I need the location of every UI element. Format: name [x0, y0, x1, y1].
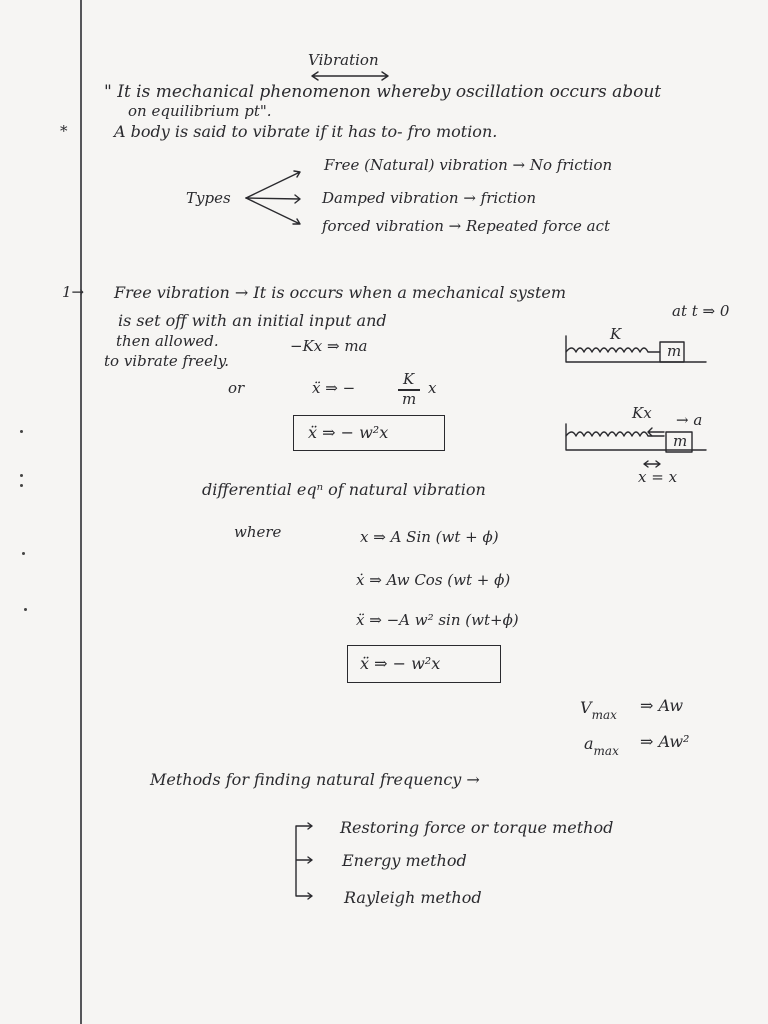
diagram2-force-label: Kx — [632, 404, 652, 422]
type-damped: Damped vibration → friction — [322, 189, 537, 207]
method-energy: Energy method — [342, 851, 467, 870]
initial-time-condition: at t ⇒ 0 — [672, 302, 730, 320]
differential-heading: differential eqⁿ of natural vibration — [202, 480, 486, 499]
boxed-equation-2-text: ẍ ⇒ − w²x — [360, 654, 441, 673]
free-vibration-line2: is set off with an initial input and — [118, 311, 387, 330]
boxed-equation-1 — [293, 415, 445, 451]
free-vibration-line1: Free vibration → It is occurs when a mechanical system — [114, 283, 567, 302]
margin-dot — [22, 552, 25, 555]
diagram1-mass-label: m — [667, 342, 682, 360]
amax-symbol: a — [584, 734, 594, 753]
equation-newton: −Kx ⇒ ma — [290, 337, 368, 355]
star-marker: * — [60, 122, 68, 140]
amax-subscript: max — [593, 744, 619, 758]
type-forced: forced vibration → Repeated force act — [322, 217, 611, 235]
section-number: 1→ — [62, 283, 85, 301]
amax-label — [584, 734, 619, 758]
title-double-arrow — [312, 72, 388, 80]
equation2-lhs: ẍ ⇒ − — [312, 379, 356, 397]
methods-bracket — [296, 823, 312, 899]
free-vibration-line4: to vibrate freely. — [104, 352, 230, 370]
margin-dot — [20, 430, 23, 433]
page-title: Vibration — [308, 51, 379, 69]
methods-heading: Methods for finding natural frequency → — [150, 770, 480, 789]
method-restoring-force: Restoring force or torque method — [340, 818, 614, 837]
diagram1-spring-label: K — [610, 325, 622, 343]
vmax-label — [580, 698, 617, 722]
vmax-subscript: max — [591, 708, 617, 722]
types-arrow-down — [246, 198, 300, 224]
diagram2-force-arrow — [648, 428, 664, 436]
vmax-value: ⇒ Aw — [640, 696, 684, 715]
diagram2-disp-label: x = x — [638, 468, 678, 486]
boxed-equation-1-text: ẍ ⇒ − w²x — [308, 423, 389, 442]
types-arrow-up — [246, 171, 300, 198]
definition-line3: A body is said to vibrate if it has to- fro motion. — [114, 122, 498, 141]
definition-line1: " It is mechanical phenomenon whereby oscillation occurs about — [104, 82, 662, 102]
diagram2-accel-label: → a — [676, 411, 703, 429]
equation-xddot: ẍ ⇒ −A w² sin (wt+ϕ) — [356, 611, 519, 629]
fraction-numerator: K — [403, 370, 415, 388]
type-free: Free (Natural) vibration → No friction — [324, 156, 613, 174]
equation2-rhs: x — [428, 379, 437, 397]
types-label: Types — [186, 189, 231, 207]
margin-dot — [20, 474, 23, 477]
where-label: where — [234, 523, 282, 541]
margin-dot — [20, 484, 23, 487]
fraction-denominator: m — [402, 390, 417, 408]
boxed-equation-2 — [347, 645, 501, 683]
amax-value: ⇒ Aw² — [640, 732, 690, 751]
method-rayleigh: Rayleigh method — [344, 888, 482, 907]
equation-x: x ⇒ A Sin (wt + ϕ) — [360, 528, 499, 546]
definition-line2: on equilibrium pt". — [128, 102, 272, 120]
diagram1-spring — [566, 348, 660, 352]
free-vibration-line3: then allowed. — [116, 332, 219, 350]
or-label: or — [228, 379, 245, 397]
vmax-symbol: V — [580, 698, 592, 717]
diagram2-mass-label: m — [673, 432, 688, 450]
diagram2-disp-arrow — [644, 461, 660, 467]
margin-dot — [24, 608, 27, 611]
equation-xdot: ẋ ⇒ Aw Cos (wt + ϕ) — [356, 571, 511, 589]
